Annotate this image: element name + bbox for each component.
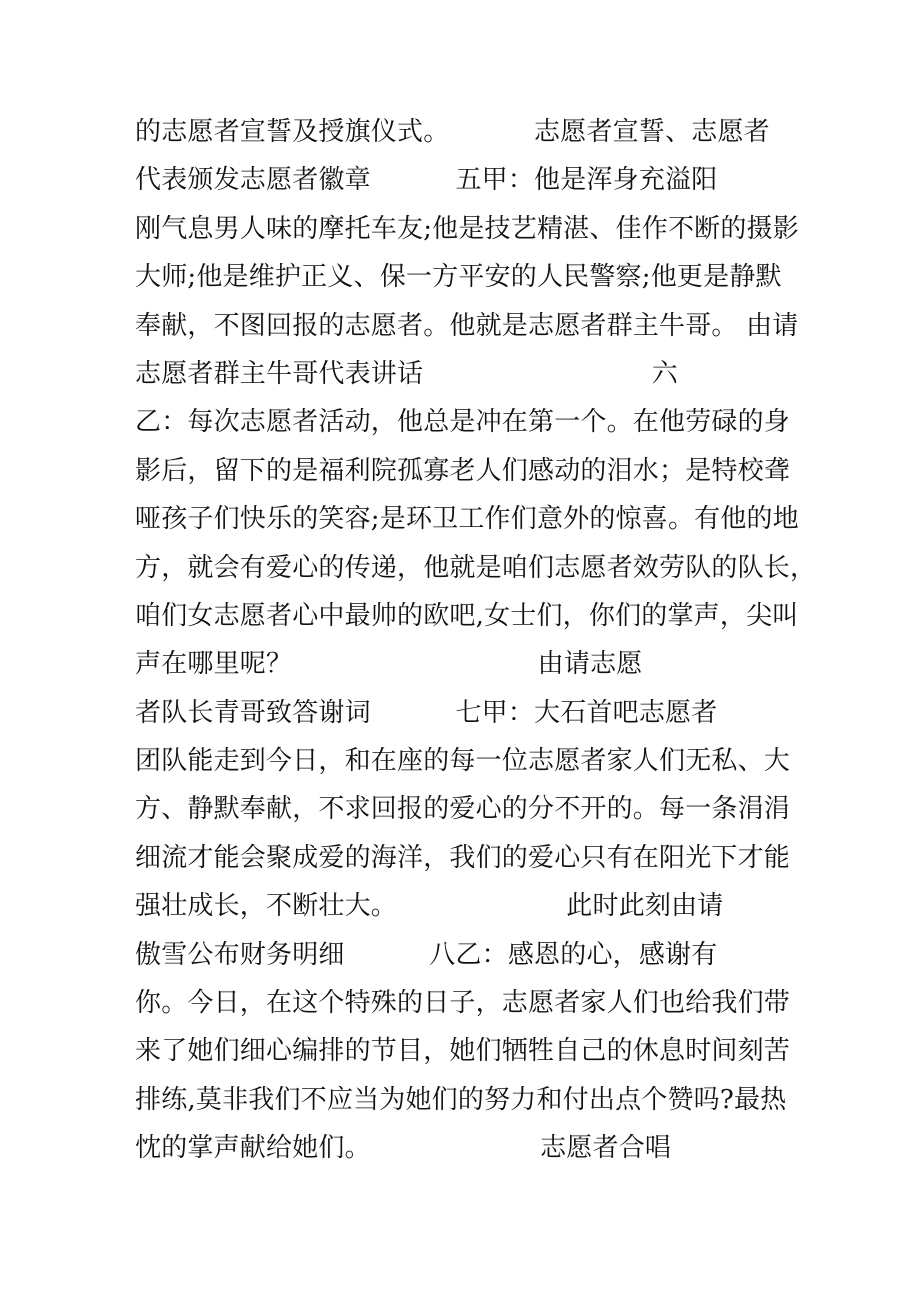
text-line: 细流才能会聚成爱的海洋，我们的爱心只有在阳光下才能 — [135, 842, 791, 873]
text-line: 团队能走到今日，和在座的每一位志愿者家人们无私、大 — [135, 746, 791, 777]
text-line: 你。今日，在这个特殊的日子，志愿者家人们也给我们带 — [135, 988, 791, 1019]
text-line: 方、静默奉献，不求回报的爱心的分不开的。每一条涓涓 — [135, 794, 791, 825]
text-line: 来了她们细心编排的节目，她们牺牲自己的休息时间刻苦 — [135, 1036, 791, 1067]
text-line: 强壮成长，不断壮大。 此时此刻由请 — [135, 891, 724, 922]
text-line: 大师;他是维护正义、保一方平安的人民警察;他更是静默 — [135, 262, 782, 293]
text-line: 声在哪里呢？ 由请志愿 — [135, 649, 643, 680]
text-line: 方，就会有爱心的传递，他就是咱们志愿者效劳队的队长， — [135, 552, 817, 583]
text-line: 刚气息男人味的摩托车友;他是技艺精湛、佳作不断的摄影 — [135, 213, 799, 244]
text-line: 傲雪公布财务明细 八乙：感恩的心，感谢有 — [135, 939, 718, 970]
text-line: 的志愿者宣誓及授旗仪式。 志愿者宣誓、志愿者 — [135, 117, 770, 147]
text-line: 志愿者群主牛哥代表讲话 六 — [135, 358, 678, 389]
text-line: 哑孩子们快乐的笑容;是环卫工作们意外的惊喜。有他的地 — [135, 504, 799, 535]
body-text — [135, 108, 815, 1173]
text-line: 咱们女志愿者心中最帅的欧吧,女士们，你们的掌声，尖叫 — [135, 600, 799, 631]
text-line: 奉献，不图回报的志愿者。他就是志愿者群主牛哥。 由请 — [135, 310, 799, 341]
text-line: 忱的掌声献给她们。 志愿者合唱 — [135, 1133, 672, 1164]
text-line: 者队长青哥致答谢词 七甲：大石首吧志愿者 — [135, 697, 718, 728]
text-line: 影后，留下的是福利院孤寡老人们感动的泪水；是特校聋 — [135, 455, 791, 486]
text-line: 乙：每次志愿者活动，他总是冲在第一个。在他劳碌的身 — [135, 407, 791, 438]
text-line: 代表颁发志愿者徽章 五甲：他是浑身充溢阳 — [135, 165, 718, 196]
text-line: 排练,莫非我们不应当为她们的努力和付出点个赞吗?最热 — [135, 1084, 787, 1115]
